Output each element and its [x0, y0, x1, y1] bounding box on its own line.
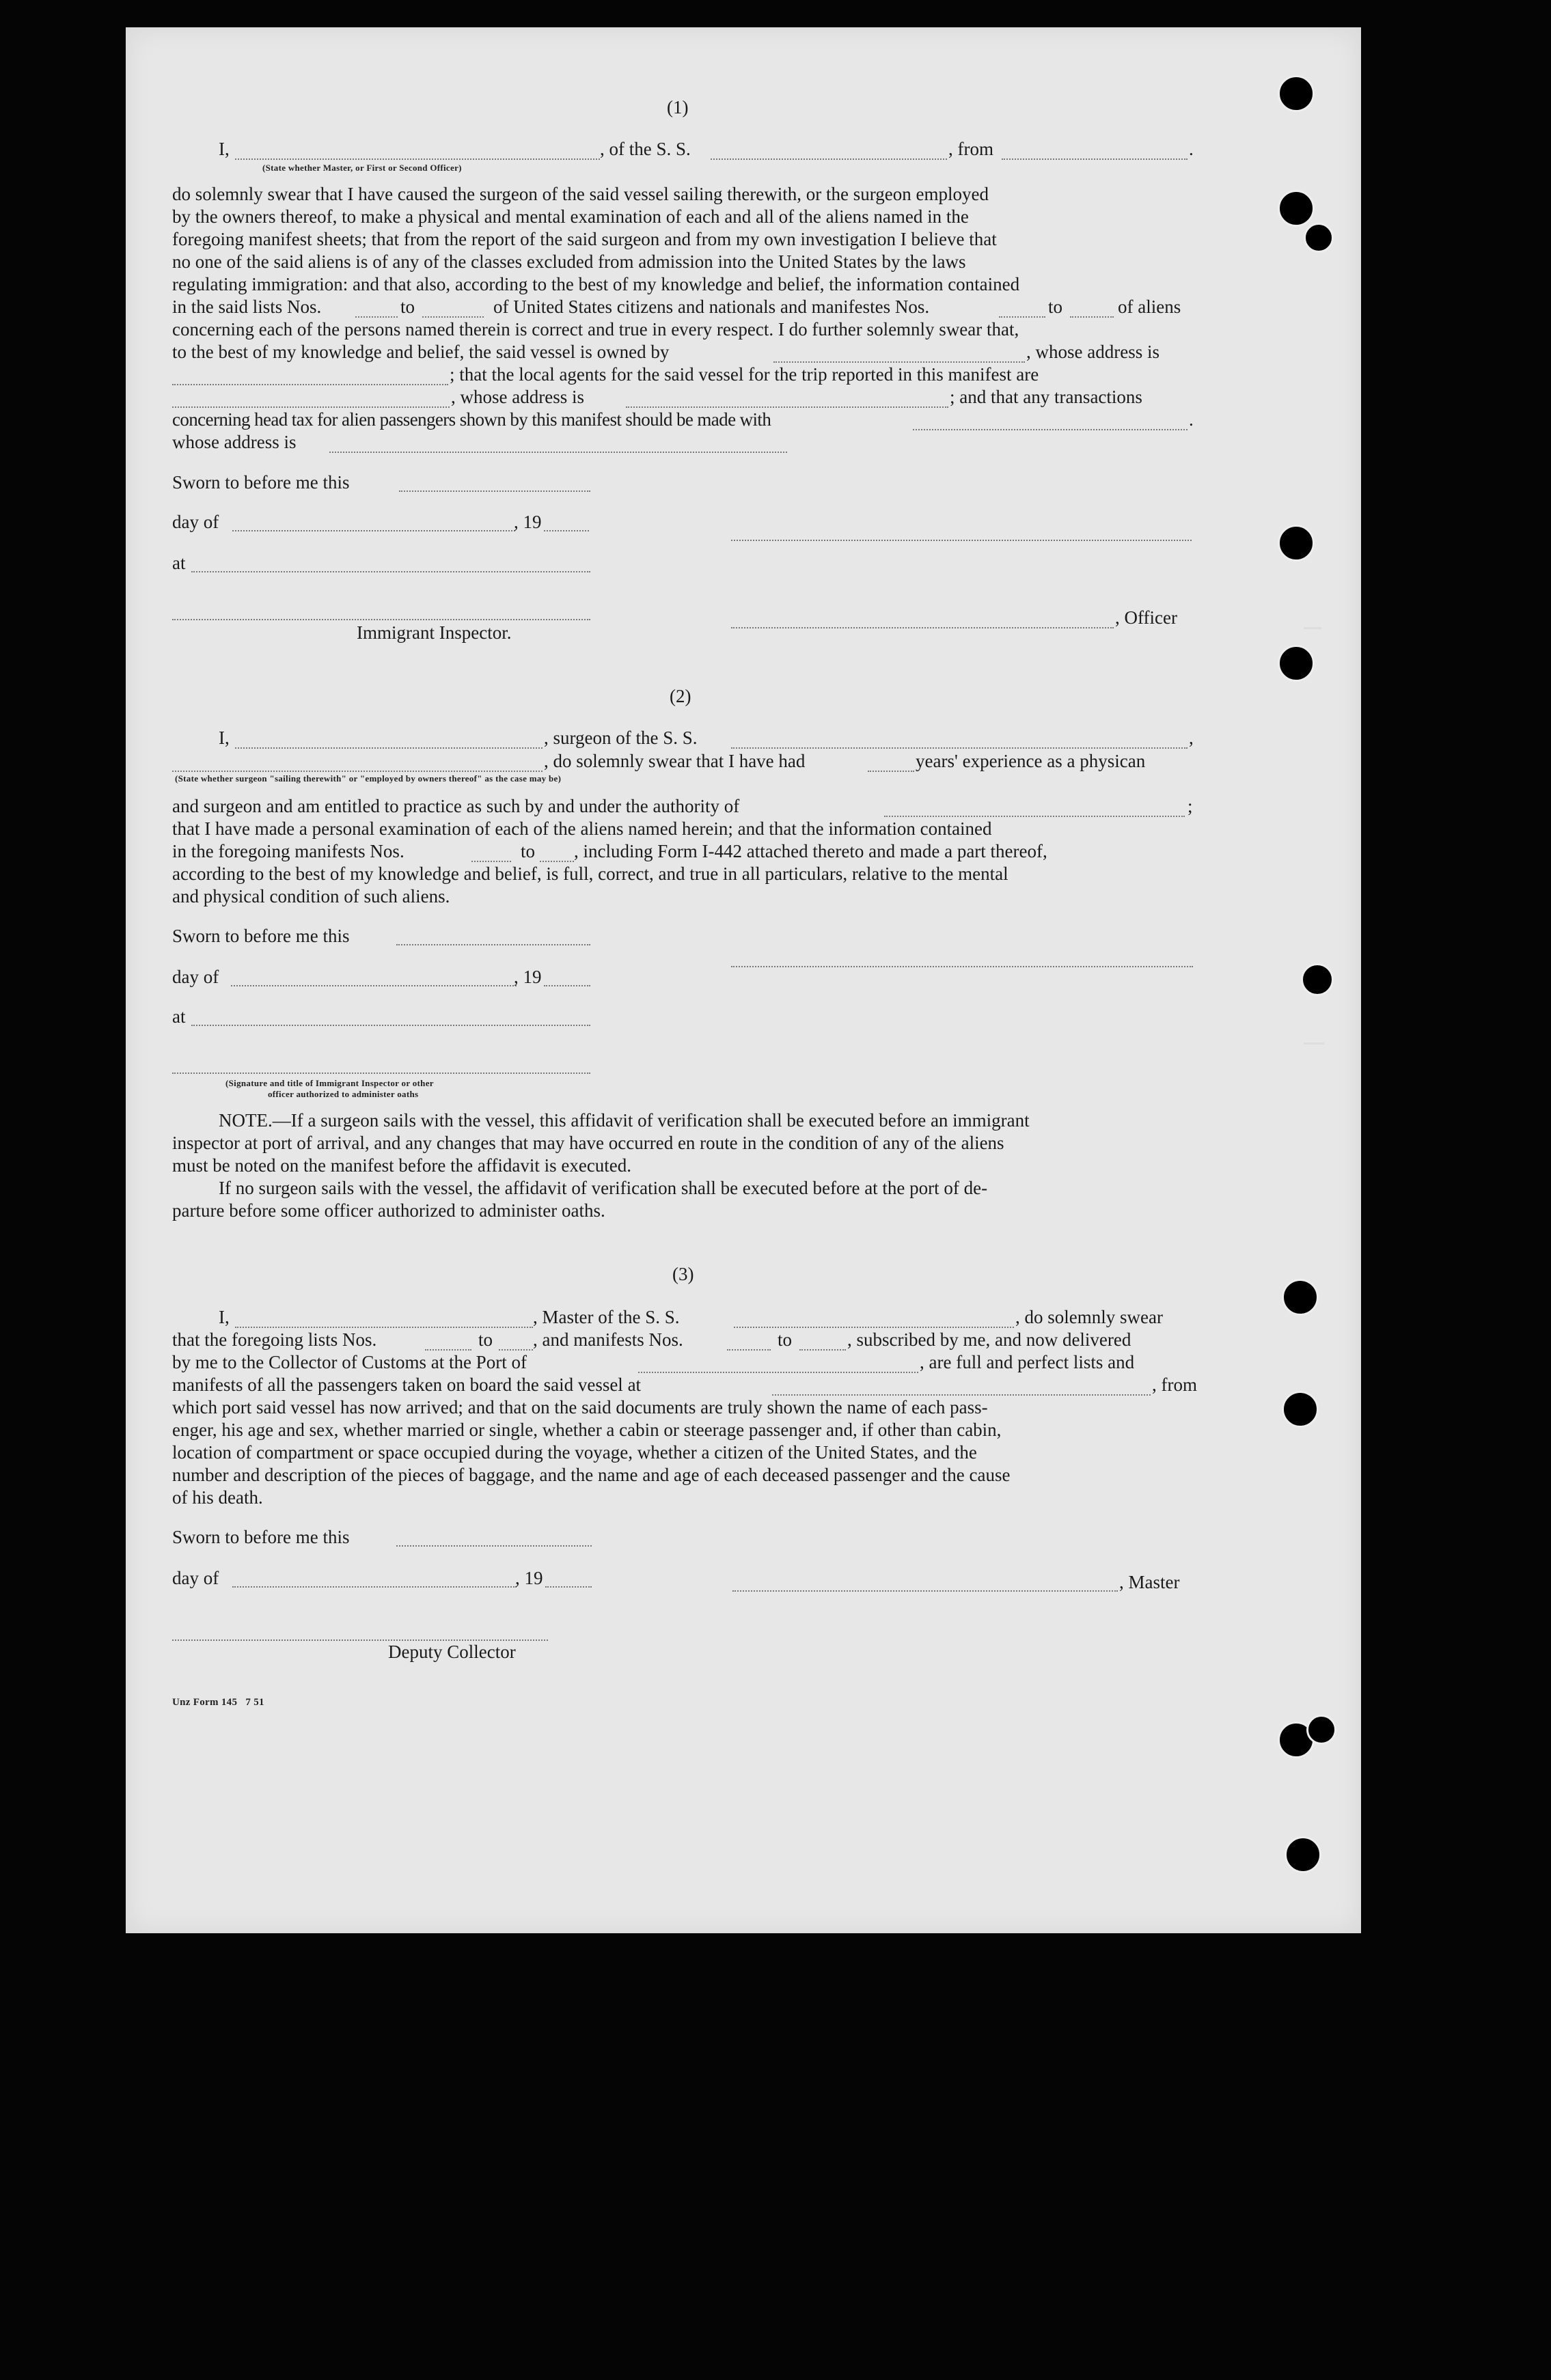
s3-master-sig-label: , Master	[1119, 1572, 1180, 1592]
s3-manifests-label: , and manifests Nos.	[533, 1329, 683, 1350]
s1-agents-address-label: , whose address is	[451, 387, 584, 407]
s1-lists-to: to	[400, 296, 415, 317]
s2-day-field[interactable]	[231, 985, 517, 986]
s1-agents-label: ; that the local agents for the said vessel for the trip reported in this manifest are	[450, 364, 1039, 385]
s1-headtax-field[interactable]	[913, 429, 1188, 430]
punch-hole	[1278, 525, 1315, 562]
edge-mark	[1304, 1042, 1324, 1044]
s1-manifests-from-field[interactable]	[999, 316, 1045, 318]
s2-surgeon-label: , surgeon of the S. S.	[544, 728, 698, 748]
s3-embark-port-field[interactable]	[772, 1394, 1151, 1396]
s3-day-label: day of	[172, 1568, 219, 1588]
s1-officer-name-field[interactable]	[235, 158, 600, 160]
s2-signature-note-2: officer authorized to administer oaths	[268, 1089, 419, 1099]
s1-whose-address: whose address is	[172, 432, 297, 452]
s3-manifests-from-field[interactable]	[727, 1349, 771, 1351]
s2-year-field[interactable]	[544, 985, 590, 986]
s1-day-label: day of	[172, 512, 219, 532]
s3-lists-to: to	[478, 1329, 493, 1350]
section-2-number: (2)	[670, 686, 691, 706]
s3-manifests-to: to	[778, 1329, 793, 1350]
s2-body: that I have made a personal examination of each of the aliens named herein; and that the information contained	[172, 818, 992, 839]
s2-at-label: at	[172, 1006, 186, 1027]
s1-headtax-end: .	[1189, 409, 1194, 430]
s2-form-label: , including Form I-442 attached thereto and made a part thereof,	[574, 841, 1047, 861]
s1-master-note: (State whether Master, or First or Second Officer)	[262, 163, 462, 173]
s1-of-ss-label: , of the S. S.	[600, 139, 691, 159]
s2-surgeon-note: (State whether surgeon "sailing therewith" or "employed by owners thereof" as the case may be)	[175, 773, 562, 784]
s2-body2: according to the best of my knowledge and belief, is full, correct, and true in all particulars, relative to the mental and physical condition of such aliens.	[172, 863, 1008, 907]
s1-lists-to-field[interactable]	[422, 316, 484, 318]
s1-lists-from-field[interactable]	[355, 316, 398, 318]
s1-i-label: I,	[219, 139, 230, 159]
s3-vessel-at-label: manifests of all the passengers taken on board the said vessel at	[172, 1374, 642, 1395]
s3-master-name-field[interactable]	[235, 1327, 533, 1328]
s2-years-field[interactable]	[868, 771, 914, 772]
s1-agents-field[interactable]	[172, 406, 450, 408]
s3-lists-from-field[interactable]	[425, 1349, 471, 1351]
s2-manifests-from-field[interactable]	[471, 861, 511, 862]
s1-transactions-label: ; and that any transactions	[950, 387, 1142, 407]
s1-inspector-label: Immigrant Inspector.	[357, 622, 512, 643]
punch-hole	[1304, 223, 1334, 253]
s3-from-label: , from	[1152, 1374, 1197, 1395]
s1-line-end: .	[1189, 139, 1194, 159]
s1-lists-label: in the said lists Nos.	[172, 296, 322, 317]
s2-manifests-to-field[interactable]	[540, 861, 574, 862]
s1-vessel-field[interactable]	[711, 158, 947, 160]
s1-owner-address-label: , whose address is	[1026, 342, 1159, 362]
punch-hole	[1278, 645, 1315, 682]
edge-mark	[1304, 627, 1321, 629]
s2-years-label: years' experience as a physican	[916, 751, 1146, 771]
s1-body2: concerning each of the persons named therein is correct and true in every respect. I do further solemnly swear that,	[172, 319, 1019, 340]
section-3-number: (3)	[672, 1264, 694, 1284]
s3-sworn-label: Sworn to before me this	[172, 1527, 350, 1547]
s2-sworn-field[interactable]	[396, 944, 590, 945]
s3-master-label: , Master of the S. S.	[533, 1307, 680, 1327]
s3-vessel-field[interactable]	[734, 1327, 1014, 1328]
s3-year-field[interactable]	[545, 1586, 592, 1588]
s3-manifests-to-field[interactable]	[799, 1349, 846, 1351]
s3-master-signature-field[interactable]	[732, 1590, 1118, 1592]
s1-sworn-label: Sworn to before me this	[172, 472, 350, 493]
s2-authority-field[interactable]	[884, 816, 1185, 817]
s3-i-label: I,	[219, 1307, 230, 1327]
s1-at-field[interactable]	[191, 571, 590, 572]
punch-hole	[1301, 963, 1334, 996]
s2-sailing-field[interactable]	[172, 771, 543, 772]
s2-manifests-label: in the foregoing manifests Nos.	[172, 841, 404, 861]
s2-note-paragraph: NOTE.—If a surgeon sails with the vessel, this affidavit of verification shall be executed before an immigrant inspector at port of arrival, and any changes that may have occurred en route in the condition of any of the aliens must be noted on the manifest before the affidavit is executed.	[172, 1110, 1030, 1176]
s1-manifests-to-field[interactable]	[1070, 316, 1114, 318]
s2-swear-label: , do solemnly swear that I have had	[544, 751, 806, 771]
punch-hole	[1278, 190, 1315, 227]
s2-authority-end: ;	[1188, 796, 1193, 816]
s2-surgeon-name-field[interactable]	[235, 747, 543, 749]
s2-authority-label: and surgeon and am entitled to practice as such by and under the authority of	[172, 796, 740, 816]
s3-lists-label: that the foregoing lists Nos.	[172, 1329, 377, 1350]
s3-lists-to-field[interactable]	[499, 1349, 533, 1351]
s3-swear-label: , do solemnly swear	[1015, 1307, 1163, 1327]
s2-sworn-label: Sworn to before me this	[172, 926, 350, 946]
punch-hole	[1306, 1715, 1336, 1745]
s1-officer-field[interactable]	[731, 627, 1114, 628]
s3-subscribed-label: , subscribed by me, and now delivered	[847, 1329, 1131, 1350]
s1-headtax-label: concerning head tax for alien passengers shown by this manifest should be made with	[172, 409, 771, 430]
punch-hole	[1282, 1391, 1319, 1428]
s1-day-field[interactable]	[232, 530, 515, 531]
s1-owned-label: to the best of my knowledge and belief, the said vessel is owned by	[172, 342, 670, 362]
s3-perfect-label: , are full and perfect lists and	[920, 1352, 1135, 1372]
s2-signature-note-1: (Signature and title of Immigrant Inspector or other	[225, 1078, 434, 1088]
s1-body: do solemnly swear that I have caused the surgeon of the said vessel sailing therewith, or the surgeon employed by the owners thereof, to make a physical and mental examination of each and all of the aliens named in the foregoing manifest sheets; that from the report of the said surgeon and from my own investigation I believe that no one of the said aliens is of any of the classes excluded from admission into the United States by the laws regulating immigration: and that also, according to the best of my knowledge and belief, the information contained	[172, 184, 1020, 294]
s1-owner-field[interactable]	[773, 361, 1025, 363]
s2-day-label: day of	[172, 967, 219, 987]
s3-body: which port said vessel has now arrived; and that on the said documents are truly shown the name of each pass- enger, his age and sex, whether married or single, whether a cabin or steerage passenger and, if other than cabin, location of compartment or space occupied during the voyage, whether a citizen of the United States, and the number and description of the pieces of baggage, and the name and age of each deceased passenger and the cause of his death.	[172, 1397, 1011, 1508]
s1-headtax-address-field[interactable]	[329, 452, 787, 453]
s2-manifests-to: to	[521, 841, 536, 861]
s1-at-label: at	[172, 553, 186, 573]
punch-hole	[1285, 1836, 1321, 1873]
s3-collector-label: Deputy Collector	[388, 1642, 516, 1662]
s3-sworn-field[interactable]	[396, 1545, 592, 1547]
s3-year-label: , 19	[515, 1568, 543, 1588]
s1-year-field[interactable]	[544, 530, 589, 531]
s3-day-field[interactable]	[232, 1586, 517, 1588]
s2-inspector-signature-field[interactable]	[172, 1073, 590, 1074]
s2-i-label: I,	[219, 728, 230, 748]
s2-year-label: , 19	[514, 967, 542, 987]
s1-from-label: , from	[948, 139, 993, 159]
s2-vessel-field[interactable]	[731, 747, 1188, 749]
section-1-number: (1)	[667, 97, 689, 117]
form-id: Unz Form 145 7 51	[172, 1697, 264, 1708]
s1-owner-address-field[interactable]	[172, 384, 448, 385]
s1-of-aliens: of aliens	[1118, 296, 1181, 317]
s1-sworn-field[interactable]	[399, 490, 590, 492]
s1-lists-citizens: of United States citizens and nationals and manifestes Nos.	[493, 296, 930, 317]
s1-from-field[interactable]	[1002, 158, 1188, 160]
s1-master-signature-field[interactable]	[731, 540, 1192, 541]
s2-note-paragraph-2: If no surgeon sails with the vessel, the affidavit of verification shall be executed before at the port of de- parture before some officer authorized to administer oaths.	[172, 1178, 988, 1221]
s1-manifests-to: to	[1048, 296, 1063, 317]
s2-line-end: ,	[1189, 728, 1194, 748]
s3-port-label: by me to the Collector of Customs at the Port of	[172, 1352, 527, 1372]
s2-surgeon-signature-field[interactable]	[731, 966, 1193, 967]
s1-officer-label: , Officer	[1115, 607, 1177, 628]
punch-hole	[1278, 75, 1315, 112]
s3-port-field[interactable]	[638, 1372, 918, 1373]
s1-agents-address-field[interactable]	[626, 406, 948, 408]
punch-hole	[1282, 1279, 1319, 1316]
s2-at-field[interactable]	[191, 1025, 590, 1026]
s1-year-label: , 19	[514, 512, 542, 532]
s1-inspector-signature-field[interactable]	[172, 619, 590, 620]
